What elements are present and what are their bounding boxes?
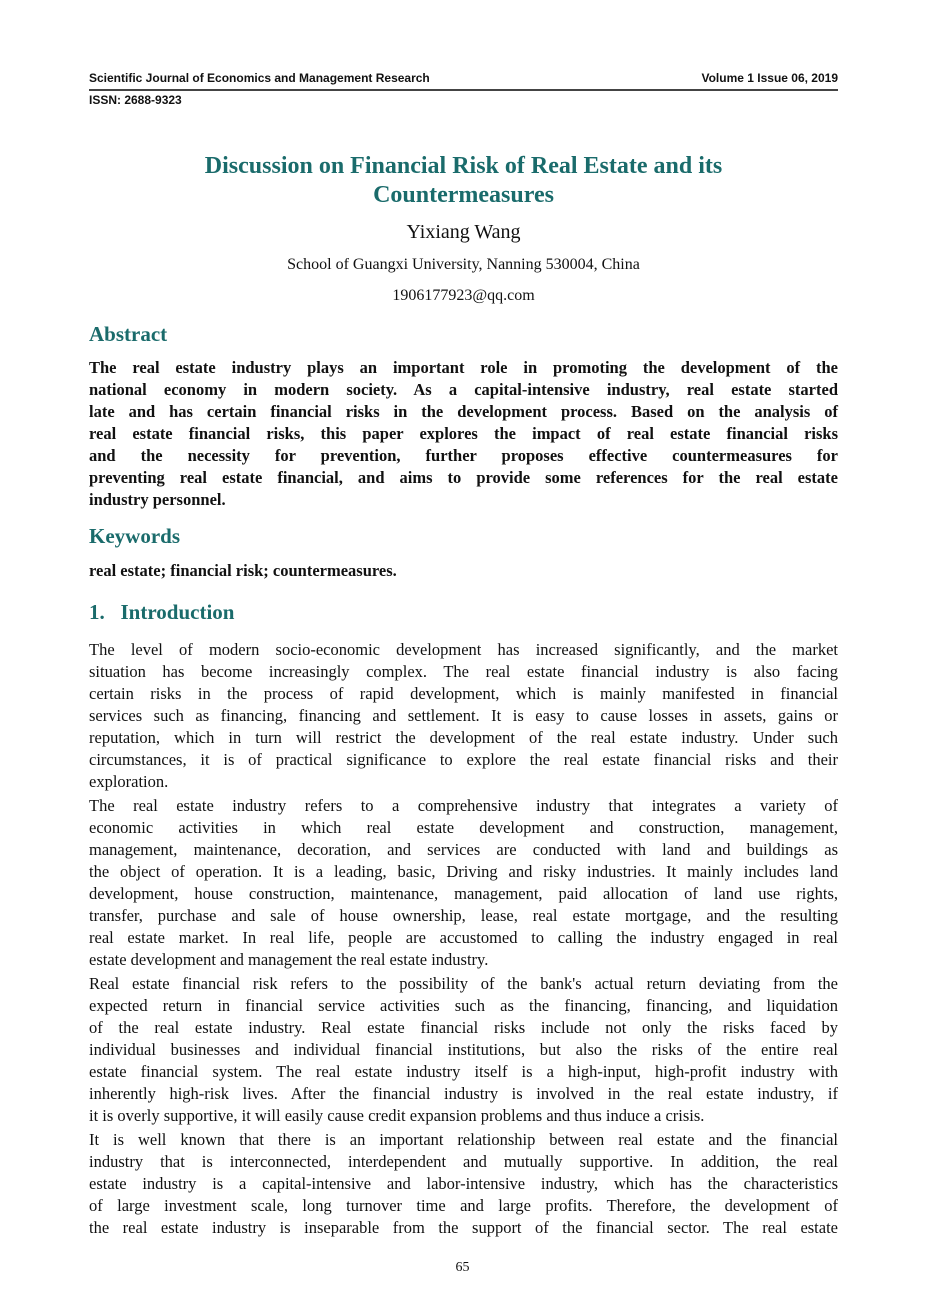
email: 1906177923@qq.com [392, 287, 535, 304]
text-line: The real estate industry plays an important role in promoting the development of the [89, 358, 838, 377]
header-rule [89, 89, 838, 91]
paragraph [89, 639, 838, 793]
text-line: and the necessity for prevention, further proposes effective countermeasures for [89, 446, 838, 465]
text-line: situation has become increasingly complex. The real estate financial industry is also facing [89, 662, 838, 681]
journal-name: Scientific Journal of Economics and Management Research [89, 71, 430, 85]
paragraph [89, 1129, 838, 1239]
text-line: individual businesses and individual financial institutions, but also the risks of the entire real [89, 1040, 838, 1059]
text-line: Real estate financial risk refers to the possibility of the bank's actual return deviating from the [89, 974, 838, 993]
text-line: circumstances, it is of practical significance to explore the real estate financial risks and their [89, 750, 838, 769]
text-line: services such as financing, financing and settlement. It is easy to cause losses in assets, gains or [89, 706, 838, 725]
paragraph [89, 795, 838, 971]
abstract-heading: Abstract [89, 322, 168, 346]
paper-title [89, 152, 838, 210]
running-header [89, 71, 838, 85]
title-line: Discussion on Financial Risk of Real Estate and its [204, 153, 723, 179]
text-line: expected return in financial service activities such as the financing, financing, and liquidation [89, 996, 838, 1015]
text-line: The real estate industry refers to a comprehensive industry that integrates a variety of [89, 796, 838, 815]
text-line: reputation, which in turn will restrict the development of the real estate industry. Under such [89, 728, 838, 747]
text-line: it is overly supportive, it will easily cause credit expansion problems and thus induce a crisis. [89, 1106, 705, 1125]
text-line: estate development and management the real estate industry. [89, 950, 489, 969]
text-line: of large investment scale, long turnover time and large profits. Therefore, the development of [89, 1196, 838, 1215]
introduction-heading: 1. Introduction [89, 600, 235, 624]
text-line: estate financial system. The real estate industry itself is a high-input, high-profit industry with [89, 1062, 838, 1081]
page-number: 65 [455, 1260, 470, 1275]
text-line: The level of modern socio-economic development has increased significantly, and the market [89, 640, 838, 659]
text-line: estate industry is a capital-intensive and labor-intensive industry, which has the characteristics [89, 1174, 838, 1193]
keywords-heading: Keywords [89, 524, 180, 548]
text-line: late and has certain financial risks in the development process. Based on the analysis of [89, 402, 838, 421]
text-line: industry personnel. [89, 490, 226, 509]
text-line: It is well known that there is an important relationship between real estate and the financial [89, 1130, 838, 1149]
volume-issue: Volume 1 Issue 06, 2019 [701, 71, 838, 85]
paragraph [89, 973, 838, 1127]
text-line: transfer, purchase and sale of house ownership, lease, real estate mortgage, and the resulting [89, 906, 838, 925]
affiliation: School of Guangxi University, Nanning 530004, China [287, 256, 640, 273]
title-line: Countermeasures [373, 182, 554, 208]
text-line: management, maintenance, decoration, and services are conducted with land and buildings as [89, 840, 838, 859]
keywords-text: real estate; financial risk; countermeasures. [89, 561, 397, 580]
abstract-text [89, 357, 838, 511]
text-line: development, house construction, maintenance, management, paid allocation of land use rights, [89, 884, 838, 903]
author: Yixiang Wang [406, 221, 521, 243]
text-line: certain risks in the process of rapid development, which is mainly manifested in financial [89, 684, 838, 703]
text-line: exploration. [89, 772, 169, 791]
text-line: of the real estate industry. Real estate financial risks include not only the risks faced by [89, 1018, 838, 1037]
text-line: economic activities in which real estate development and construction, management, [89, 818, 838, 837]
text-line: national economy in modern society. As a capital-intensive industry, real estate started [89, 380, 838, 399]
text-line: inherently high-risk lives. After the financial industry is involved in the real estate industry, if [89, 1084, 838, 1103]
text-line: industry that is interconnected, interdependent and mutually supportive. In addition, the real [89, 1152, 838, 1171]
text-line: real estate financial risks, this paper explores the impact of real estate financial risks [89, 424, 838, 443]
issn: ISSN: 2688-9323 [89, 93, 182, 107]
text-line: the object of operation. It is a leading, basic, Driving and risky industries. It mainly includes land [89, 862, 838, 881]
text-line: the real estate industry is inseparable from the support of the financial sector. The real estate [89, 1218, 838, 1237]
text-line: preventing real estate financial, and aims to provide some references for the real estate [89, 468, 838, 487]
text-line: real estate market. In real life, people are accustomed to calling the industry engaged in real [89, 928, 838, 947]
